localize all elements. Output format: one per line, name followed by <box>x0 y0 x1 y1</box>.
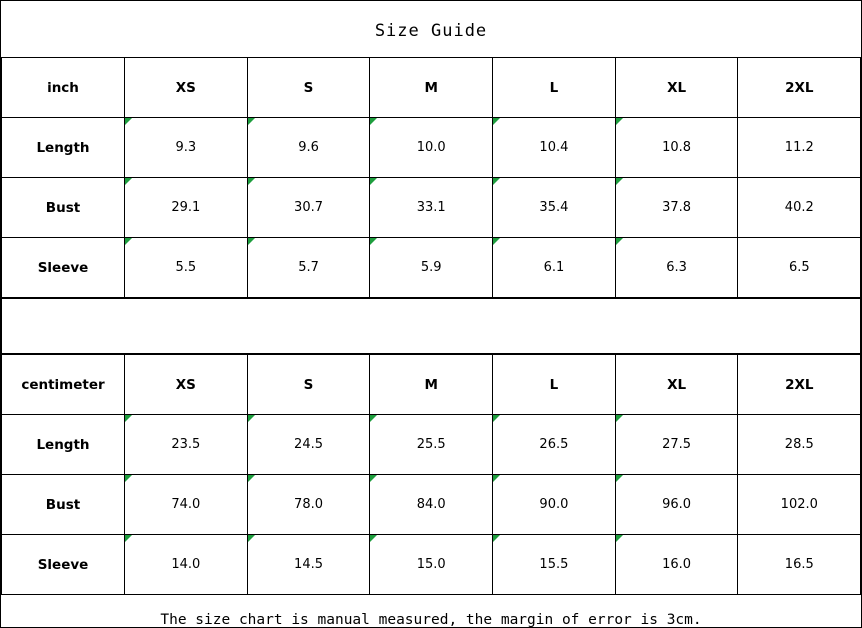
cell-bust-xs: 74.0 <box>125 475 248 535</box>
size-header-m: M <box>370 355 493 415</box>
measure-label-length: Length <box>2 118 125 178</box>
unit-label: inch <box>2 58 125 118</box>
cell-sleeve-m: 15.0 <box>370 535 493 595</box>
table-header-row <box>2 355 861 415</box>
measure-label-bust: Bust <box>2 475 125 535</box>
cell-sleeve-s: 5.7 <box>247 238 370 298</box>
cell-sleeve-xs: 14.0 <box>125 535 248 595</box>
cell-length-m: 25.5 <box>370 415 493 475</box>
size-header-xs: XS <box>125 355 248 415</box>
cell-bust-xl: 96.0 <box>615 475 738 535</box>
cell-length-l: 10.4 <box>493 118 616 178</box>
cell-sleeve-l: 15.5 <box>493 535 616 595</box>
table-row <box>2 535 861 595</box>
page-title: Size Guide <box>374 21 488 41</box>
cell-length-2xl: 28.5 <box>738 415 861 475</box>
table-header-row <box>2 58 861 118</box>
measure-label-length: Length <box>2 415 125 475</box>
measure-label-sleeve: Sleeve <box>2 535 125 595</box>
table-row <box>2 178 861 238</box>
measure-label-sleeve: Sleeve <box>2 238 125 298</box>
size-table-inch <box>1 57 861 298</box>
cell-length-xl: 27.5 <box>615 415 738 475</box>
size-header-xl: XL <box>615 355 738 415</box>
cell-sleeve-xs: 5.5 <box>125 238 248 298</box>
cell-bust-l: 35.4 <box>493 178 616 238</box>
table-separator <box>1 298 861 354</box>
tables-container <box>1 57 861 595</box>
cell-bust-2xl: 40.2 <box>738 178 861 238</box>
unit-label: centimeter <box>2 355 125 415</box>
cell-bust-2xl: 102.0 <box>738 475 861 535</box>
size-header-2xl: 2XL <box>738 355 861 415</box>
cell-bust-l: 90.0 <box>493 475 616 535</box>
cell-sleeve-2xl: 16.5 <box>738 535 861 595</box>
cell-bust-s: 30.7 <box>247 178 370 238</box>
cell-sleeve-l: 6.1 <box>493 238 616 298</box>
cell-length-l: 26.5 <box>493 415 616 475</box>
table-row <box>2 238 861 298</box>
size-header-xl: XL <box>615 58 738 118</box>
size-header-s: S <box>247 355 370 415</box>
size-header-2xl: 2XL <box>738 58 861 118</box>
cell-length-xs: 9.3 <box>125 118 248 178</box>
cell-length-xl: 10.8 <box>615 118 738 178</box>
cell-sleeve-2xl: 6.5 <box>738 238 861 298</box>
cell-sleeve-m: 5.9 <box>370 238 493 298</box>
cell-length-xs: 23.5 <box>125 415 248 475</box>
size-header-l: L <box>493 355 616 415</box>
cell-sleeve-xl: 16.0 <box>615 535 738 595</box>
cell-bust-xl: 37.8 <box>615 178 738 238</box>
table-row <box>2 118 861 178</box>
size-table-centimeter <box>1 354 861 595</box>
cell-length-s: 24.5 <box>247 415 370 475</box>
measurement-disclaimer: The size chart is manual measured, the margin of error is 3cm. <box>160 612 702 628</box>
cell-length-s: 9.6 <box>247 118 370 178</box>
measure-label-bust: Bust <box>2 178 125 238</box>
table-row <box>2 415 861 475</box>
size-header-m: M <box>370 58 493 118</box>
size-header-xs: XS <box>125 58 248 118</box>
cell-sleeve-xl: 6.3 <box>615 238 738 298</box>
cell-sleeve-s: 14.5 <box>247 535 370 595</box>
size-header-l: L <box>493 58 616 118</box>
cell-length-m: 10.0 <box>370 118 493 178</box>
cell-length-2xl: 11.2 <box>738 118 861 178</box>
size-header-s: S <box>247 58 370 118</box>
cell-bust-xs: 29.1 <box>125 178 248 238</box>
table-row <box>2 475 861 535</box>
cell-bust-s: 78.0 <box>247 475 370 535</box>
cell-bust-m: 84.0 <box>370 475 493 535</box>
cell-bust-m: 33.1 <box>370 178 493 238</box>
